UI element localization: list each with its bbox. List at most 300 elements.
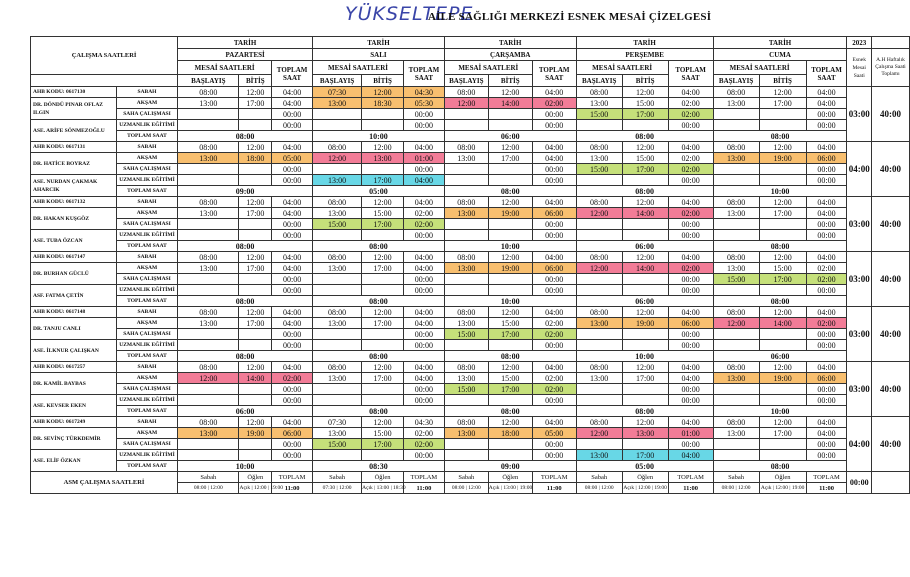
footer-blank bbox=[872, 472, 910, 494]
time-cell: 00:00 bbox=[532, 230, 576, 241]
header-baslayis: BAŞLAYIŞ bbox=[713, 75, 759, 87]
time-cell: 04:00 bbox=[806, 87, 847, 98]
time-cell: 00:00 bbox=[272, 439, 313, 450]
time-cell: 06:00 bbox=[532, 263, 576, 274]
footer-total: 11:00 bbox=[668, 483, 713, 494]
day-total: 08:00 bbox=[576, 406, 713, 417]
time-cell: 12:00 bbox=[488, 142, 532, 153]
footer-head: TOPLAM bbox=[403, 472, 444, 483]
page-title: AİLE SAĞLIĞI MERKEZİ ESNEK MESAİ ÇİZELGESİ bbox=[428, 11, 712, 23]
footer-noon: Açık | 12:00 | 19:00 bbox=[622, 483, 668, 494]
footer-total: 11:00 bbox=[806, 483, 847, 494]
time-cell: 06:00 bbox=[806, 373, 847, 384]
time-cell: 13:00 bbox=[713, 98, 759, 109]
time-cell: 00:00 bbox=[668, 274, 713, 285]
time-cell: 00:00 bbox=[403, 120, 444, 131]
time-cell: 17:00 bbox=[362, 318, 404, 329]
row-label: AKŞAM bbox=[116, 98, 177, 109]
day-total: 05:00 bbox=[576, 461, 713, 472]
time-cell: 17:00 bbox=[759, 428, 806, 439]
time-cell: 12:00 bbox=[239, 87, 272, 98]
time-cell: 00:00 bbox=[272, 384, 313, 395]
day-total: 08:00 bbox=[444, 351, 576, 362]
time-cell: 00:00 bbox=[403, 109, 444, 120]
time-cell bbox=[178, 164, 239, 175]
time-cell: 04:00 bbox=[532, 252, 576, 263]
day-total: 09:00 bbox=[178, 186, 313, 197]
team-doctor: DR. TANJU CANLI bbox=[31, 318, 117, 340]
footer-total: 11:00 bbox=[272, 483, 313, 494]
time-cell: 13:00 bbox=[713, 373, 759, 384]
footer-time: 19:00 bbox=[654, 485, 667, 491]
time-cell: 19:00 bbox=[488, 208, 532, 219]
time-cell: 08:00 bbox=[713, 197, 759, 208]
team-code: AHB KODU: 0617132 bbox=[31, 197, 117, 208]
footer-time: 19:00 bbox=[791, 485, 805, 491]
time-cell: 00:00 bbox=[806, 285, 847, 296]
ah-value: 40:00 bbox=[872, 362, 910, 417]
time-cell bbox=[313, 164, 362, 175]
time-cell bbox=[488, 230, 532, 241]
time-cell: 08:00 bbox=[576, 362, 622, 373]
footer-head: Sabah bbox=[444, 472, 488, 483]
time-cell bbox=[713, 175, 759, 186]
time-cell: 04:00 bbox=[532, 362, 576, 373]
time-cell bbox=[178, 219, 239, 230]
time-cell bbox=[713, 230, 759, 241]
time-cell: 00:00 bbox=[403, 230, 444, 241]
time-cell: 08:00 bbox=[713, 142, 759, 153]
time-cell: 14:00 bbox=[759, 318, 806, 329]
row-label: UZMANLIK EĞİTİMİ bbox=[116, 230, 177, 241]
row-label: SAHA ÇALIŞMASI bbox=[116, 164, 177, 175]
time-cell: 08:00 bbox=[444, 307, 488, 318]
time-cell: 00:00 bbox=[806, 329, 847, 340]
time-cell bbox=[713, 384, 759, 395]
header-baslayis: BAŞLAYIŞ bbox=[444, 75, 488, 87]
time-cell: 07:30 bbox=[313, 417, 362, 428]
time-cell bbox=[362, 450, 404, 461]
time-cell bbox=[362, 395, 404, 406]
time-cell bbox=[444, 274, 488, 285]
time-cell: 00:00 bbox=[403, 164, 444, 175]
day-total: 10:00 bbox=[444, 241, 576, 252]
header-bitis: BİTİŞ bbox=[488, 75, 532, 87]
footer-time: 13:00 bbox=[503, 485, 516, 491]
time-cell bbox=[178, 175, 239, 186]
row-label: AKŞAM bbox=[116, 263, 177, 274]
time-cell: 04:00 bbox=[272, 197, 313, 208]
time-cell bbox=[488, 450, 532, 461]
time-cell: 08:00 bbox=[576, 87, 622, 98]
time-cell bbox=[622, 120, 668, 131]
time-cell: 04:00 bbox=[806, 197, 847, 208]
row-label: UZMANLIK EĞİTİMİ bbox=[116, 340, 177, 351]
footer-noon: Açık | 12:00 | 19:00 bbox=[239, 483, 272, 494]
time-cell: 04:00 bbox=[532, 87, 576, 98]
time-cell: 00:00 bbox=[272, 230, 313, 241]
time-cell bbox=[362, 340, 404, 351]
time-cell bbox=[313, 230, 362, 241]
team-nurse: ASE. TUBA ÖZCAN bbox=[31, 230, 117, 252]
time-cell: 04:00 bbox=[668, 197, 713, 208]
time-cell: 12:00 bbox=[362, 197, 404, 208]
day-name: SALI bbox=[313, 49, 445, 61]
schedule-body bbox=[31, 37, 910, 494]
time-cell: 12:00 bbox=[444, 98, 488, 109]
row-label: AKŞAM bbox=[116, 153, 177, 164]
time-cell: 13:00 bbox=[576, 450, 622, 461]
row-label: UZMANLIK EĞİTİMİ bbox=[116, 450, 177, 461]
time-cell: 17:00 bbox=[239, 98, 272, 109]
time-cell: 06:00 bbox=[668, 318, 713, 329]
time-cell: 12:00 bbox=[759, 142, 806, 153]
time-cell: 12:00 bbox=[759, 87, 806, 98]
time-cell: 08:00 bbox=[313, 197, 362, 208]
time-cell: 00:00 bbox=[806, 384, 847, 395]
time-cell: 19:00 bbox=[759, 153, 806, 164]
footer-time: 12:00 bbox=[775, 485, 788, 491]
time-cell: 04:00 bbox=[403, 197, 444, 208]
day-total: 08:00 bbox=[713, 241, 847, 252]
time-cell bbox=[178, 274, 239, 285]
time-cell: 15:00 bbox=[713, 274, 759, 285]
time-cell: 12:00 bbox=[488, 417, 532, 428]
time-cell bbox=[239, 230, 272, 241]
time-cell: 17:00 bbox=[759, 98, 806, 109]
day-total: 08:00 bbox=[713, 296, 847, 307]
day-total: 06:00 bbox=[713, 351, 847, 362]
row-label: TOPLAM SAAT bbox=[116, 131, 177, 142]
footer-time: Açık bbox=[239, 485, 251, 491]
time-cell: 00:00 bbox=[403, 384, 444, 395]
time-cell: 12:00 bbox=[239, 197, 272, 208]
time-cell bbox=[444, 109, 488, 120]
time-cell bbox=[759, 109, 806, 120]
time-cell: 04:00 bbox=[403, 318, 444, 329]
day-total: 06:00 bbox=[444, 131, 576, 142]
footer-noon: Açık | 13:00 | 19:00 bbox=[488, 483, 532, 494]
time-cell bbox=[444, 395, 488, 406]
team-nurse: ASE. NURDAN ÇAKMAK AHARCIK bbox=[31, 175, 117, 197]
time-cell: 04:00 bbox=[272, 362, 313, 373]
time-cell bbox=[178, 439, 239, 450]
time-cell: 04:00 bbox=[272, 142, 313, 153]
time-cell: 17:00 bbox=[488, 384, 532, 395]
time-cell: 00:00 bbox=[806, 230, 847, 241]
footer-time: 07:30 bbox=[322, 485, 336, 491]
time-cell: 13:00 bbox=[313, 175, 362, 186]
time-cell: 00:00 bbox=[272, 329, 313, 340]
time-cell: 13:00 bbox=[313, 208, 362, 219]
time-cell: 12:00 bbox=[622, 252, 668, 263]
footer-morning: 07:30 | 12:00 bbox=[313, 483, 362, 494]
time-cell bbox=[576, 340, 622, 351]
time-cell: 14:00 bbox=[622, 208, 668, 219]
time-cell bbox=[362, 164, 404, 175]
time-cell bbox=[713, 450, 759, 461]
esnek-value: 04:00 bbox=[847, 142, 872, 197]
time-cell bbox=[178, 285, 239, 296]
time-cell: 04:30 bbox=[403, 87, 444, 98]
time-cell bbox=[239, 120, 272, 131]
day-name: PAZARTESİ bbox=[178, 49, 313, 61]
time-cell bbox=[713, 395, 759, 406]
time-cell: 17:00 bbox=[759, 208, 806, 219]
time-cell: 06:00 bbox=[806, 153, 847, 164]
time-cell: 12:00 bbox=[759, 362, 806, 373]
day-total: 08:00 bbox=[313, 241, 445, 252]
time-cell: 12:00 bbox=[622, 87, 668, 98]
time-cell bbox=[488, 439, 532, 450]
row-label: UZMANLIK EĞİTİMİ bbox=[116, 120, 177, 131]
time-cell: 12:00 bbox=[576, 263, 622, 274]
day-total: 10:00 bbox=[178, 461, 313, 472]
ah-value: 40:00 bbox=[872, 252, 910, 307]
time-cell: 02:00 bbox=[532, 384, 576, 395]
footer-time: 12:00 bbox=[339, 485, 352, 491]
time-cell: 13:00 bbox=[444, 318, 488, 329]
time-cell: 13:00 bbox=[444, 208, 488, 219]
time-cell: 13:00 bbox=[713, 208, 759, 219]
time-cell bbox=[759, 230, 806, 241]
esnek-value: 03:00 bbox=[847, 197, 872, 252]
time-cell: 00:00 bbox=[668, 285, 713, 296]
time-cell: 13:00 bbox=[313, 318, 362, 329]
footer-time: 19:00 bbox=[519, 485, 533, 491]
time-cell: 05:00 bbox=[532, 428, 576, 439]
time-cell bbox=[488, 164, 532, 175]
team-nurse: ASF. FATMA ÇETİN bbox=[31, 285, 117, 307]
time-cell bbox=[576, 384, 622, 395]
time-cell: 08:00 bbox=[313, 252, 362, 263]
time-cell: 17:00 bbox=[239, 318, 272, 329]
footer-head: Sabah bbox=[576, 472, 622, 483]
time-cell bbox=[362, 384, 404, 395]
time-cell: 15:00 bbox=[576, 164, 622, 175]
row-label: SABAH bbox=[116, 307, 177, 318]
time-cell: 02:00 bbox=[668, 164, 713, 175]
time-cell: 00:00 bbox=[668, 329, 713, 340]
team-code: AHB KODU: 0617147 bbox=[31, 252, 117, 263]
time-cell: 12:00 bbox=[759, 197, 806, 208]
time-cell: 04:00 bbox=[272, 87, 313, 98]
row-label: TOPLAM SAAT bbox=[116, 461, 177, 472]
time-cell: 18:00 bbox=[239, 153, 272, 164]
header-mesai: MESAİ SAATLERİ bbox=[713, 61, 806, 75]
header-baslayis: BAŞLAYIŞ bbox=[178, 75, 239, 87]
header-ah: A.H Haftalık Çalışma Saati Toplamı bbox=[872, 49, 910, 87]
time-cell: 02:00 bbox=[403, 428, 444, 439]
footer-time: 19:00 bbox=[270, 485, 283, 491]
time-cell: 13:00 bbox=[313, 428, 362, 439]
time-cell bbox=[576, 230, 622, 241]
time-cell: 12:00 bbox=[239, 362, 272, 373]
time-cell bbox=[313, 384, 362, 395]
row-label: SABAH bbox=[116, 362, 177, 373]
time-cell bbox=[759, 329, 806, 340]
time-cell: 00:00 bbox=[668, 395, 713, 406]
time-cell bbox=[622, 439, 668, 450]
time-cell: 15:00 bbox=[576, 109, 622, 120]
time-cell bbox=[362, 285, 404, 296]
time-cell bbox=[622, 219, 668, 230]
time-cell bbox=[444, 285, 488, 296]
time-cell: 13:00 bbox=[444, 153, 488, 164]
time-cell bbox=[488, 109, 532, 120]
row-label: SABAH bbox=[116, 197, 177, 208]
time-cell: 02:00 bbox=[403, 208, 444, 219]
time-cell: 15:00 bbox=[488, 373, 532, 384]
time-cell: 00:00 bbox=[532, 450, 576, 461]
time-cell: 04:00 bbox=[532, 307, 576, 318]
time-cell bbox=[444, 450, 488, 461]
time-cell: 08:00 bbox=[713, 307, 759, 318]
time-cell bbox=[713, 120, 759, 131]
time-cell: 08:00 bbox=[178, 87, 239, 98]
time-cell: 02:00 bbox=[532, 318, 576, 329]
time-cell: 04:00 bbox=[403, 175, 444, 186]
time-cell: 12:00 bbox=[488, 362, 532, 373]
time-cell: 04:00 bbox=[403, 252, 444, 263]
footer-time: 08:00 bbox=[721, 485, 735, 491]
row-label: SABAH bbox=[116, 87, 177, 98]
day-name: PERŞEMBE bbox=[576, 49, 713, 61]
time-cell: 12:00 bbox=[713, 318, 759, 329]
row-label: SAHA ÇALIŞMASI bbox=[116, 219, 177, 230]
spacer bbox=[31, 75, 178, 87]
time-cell: 12:00 bbox=[759, 417, 806, 428]
footer-time: 12:00 bbox=[254, 485, 267, 491]
time-cell: 13:00 bbox=[178, 428, 239, 439]
handwritten-name: YÜKSELTEPE bbox=[345, 3, 474, 25]
day-total: 08:00 bbox=[444, 406, 576, 417]
time-cell bbox=[313, 274, 362, 285]
footer-head: TOPLAM bbox=[532, 472, 576, 483]
time-cell: 00:00 bbox=[403, 329, 444, 340]
time-cell bbox=[239, 164, 272, 175]
time-cell bbox=[713, 285, 759, 296]
time-cell: 08:00 bbox=[178, 197, 239, 208]
day-total: 08:00 bbox=[713, 461, 847, 472]
time-cell: 02:00 bbox=[668, 109, 713, 120]
time-cell: 17:00 bbox=[622, 164, 668, 175]
time-cell: 00:00 bbox=[532, 120, 576, 131]
time-cell bbox=[313, 340, 362, 351]
time-cell: 15:00 bbox=[759, 263, 806, 274]
team-doctor: DR. SEVİNÇ TÜRKDEMİR bbox=[31, 428, 117, 450]
time-cell: 08:00 bbox=[444, 142, 488, 153]
time-cell: 12:00 bbox=[622, 142, 668, 153]
time-cell: 02:00 bbox=[668, 263, 713, 274]
time-cell: 08:00 bbox=[713, 252, 759, 263]
footer-label: ASM ÇALIŞMA SAATLERİ bbox=[31, 472, 178, 494]
time-cell: 15:00 bbox=[444, 384, 488, 395]
time-cell: 02:00 bbox=[403, 439, 444, 450]
header-baslayis: BAŞLAYIŞ bbox=[576, 75, 622, 87]
day-total: 08:00 bbox=[313, 296, 445, 307]
time-cell: 00:00 bbox=[806, 340, 847, 351]
time-cell bbox=[178, 120, 239, 131]
header-tarih: TARİH bbox=[576, 37, 713, 49]
time-cell: 15:00 bbox=[622, 98, 668, 109]
time-cell bbox=[576, 395, 622, 406]
time-cell: 04:00 bbox=[668, 307, 713, 318]
time-cell bbox=[444, 230, 488, 241]
time-cell: 04:00 bbox=[668, 252, 713, 263]
time-cell: 08:00 bbox=[576, 307, 622, 318]
row-label: TOPLAM SAAT bbox=[116, 186, 177, 197]
time-cell: 13:00 bbox=[313, 263, 362, 274]
time-cell: 13:00 bbox=[444, 428, 488, 439]
team-nurse: ASE. KEVSER EKEN bbox=[31, 395, 117, 417]
time-cell: 17:00 bbox=[488, 153, 532, 164]
time-cell: 13:00 bbox=[178, 98, 239, 109]
time-cell: 04:00 bbox=[272, 263, 313, 274]
time-cell: 12:00 bbox=[622, 307, 668, 318]
time-cell: 00:00 bbox=[272, 109, 313, 120]
time-cell: 08:00 bbox=[576, 197, 622, 208]
team-code: AHB KODU: 0617130 bbox=[31, 87, 117, 98]
row-label: SABAH bbox=[116, 417, 177, 428]
time-cell bbox=[622, 175, 668, 186]
time-cell: 12:00 bbox=[576, 208, 622, 219]
time-cell: 15:00 bbox=[313, 219, 362, 230]
time-cell bbox=[713, 329, 759, 340]
time-cell: 08:00 bbox=[444, 87, 488, 98]
time-cell bbox=[239, 274, 272, 285]
day-total: 08:00 bbox=[178, 241, 313, 252]
time-cell: 13:00 bbox=[713, 153, 759, 164]
time-cell: 00:00 bbox=[403, 450, 444, 461]
time-cell: 12:00 bbox=[362, 87, 404, 98]
footer-head: TOPLAM bbox=[668, 472, 713, 483]
time-cell: 00:00 bbox=[532, 439, 576, 450]
time-cell: 04:00 bbox=[403, 373, 444, 384]
team-doctor: DR. DÖNDÜ PINAR OFLAZ ILGIN bbox=[31, 98, 117, 120]
time-cell: 04:00 bbox=[668, 417, 713, 428]
time-cell: 13:00 bbox=[576, 98, 622, 109]
time-cell bbox=[576, 175, 622, 186]
footer-head: TOPLAM bbox=[806, 472, 847, 483]
time-cell bbox=[362, 109, 404, 120]
time-cell: 14:00 bbox=[622, 263, 668, 274]
footer-time: 08:00 bbox=[193, 485, 207, 491]
time-cell: 08:00 bbox=[313, 142, 362, 153]
time-cell: 08:00 bbox=[178, 142, 239, 153]
day-total: 10:00 bbox=[713, 406, 847, 417]
time-cell bbox=[239, 450, 272, 461]
time-cell: 12:00 bbox=[622, 417, 668, 428]
day-total: 08:00 bbox=[313, 406, 445, 417]
footer-time: Açık bbox=[760, 485, 772, 491]
row-label: UZMANLIK EĞİTİMİ bbox=[116, 395, 177, 406]
time-cell: 05:30 bbox=[403, 98, 444, 109]
day-total: 06:00 bbox=[576, 296, 713, 307]
time-cell: 17:00 bbox=[362, 175, 404, 186]
time-cell: 08:00 bbox=[576, 142, 622, 153]
time-cell: 00:00 bbox=[806, 175, 847, 186]
time-cell bbox=[759, 175, 806, 186]
time-cell bbox=[239, 439, 272, 450]
time-cell bbox=[444, 175, 488, 186]
time-cell: 00:00 bbox=[272, 175, 313, 186]
footer-head: Sabah bbox=[713, 472, 759, 483]
day-total: 08:00 bbox=[713, 131, 847, 142]
row-label: SAHA ÇALIŞMASI bbox=[116, 274, 177, 285]
time-cell bbox=[444, 120, 488, 131]
day-total: 08:00 bbox=[178, 296, 313, 307]
